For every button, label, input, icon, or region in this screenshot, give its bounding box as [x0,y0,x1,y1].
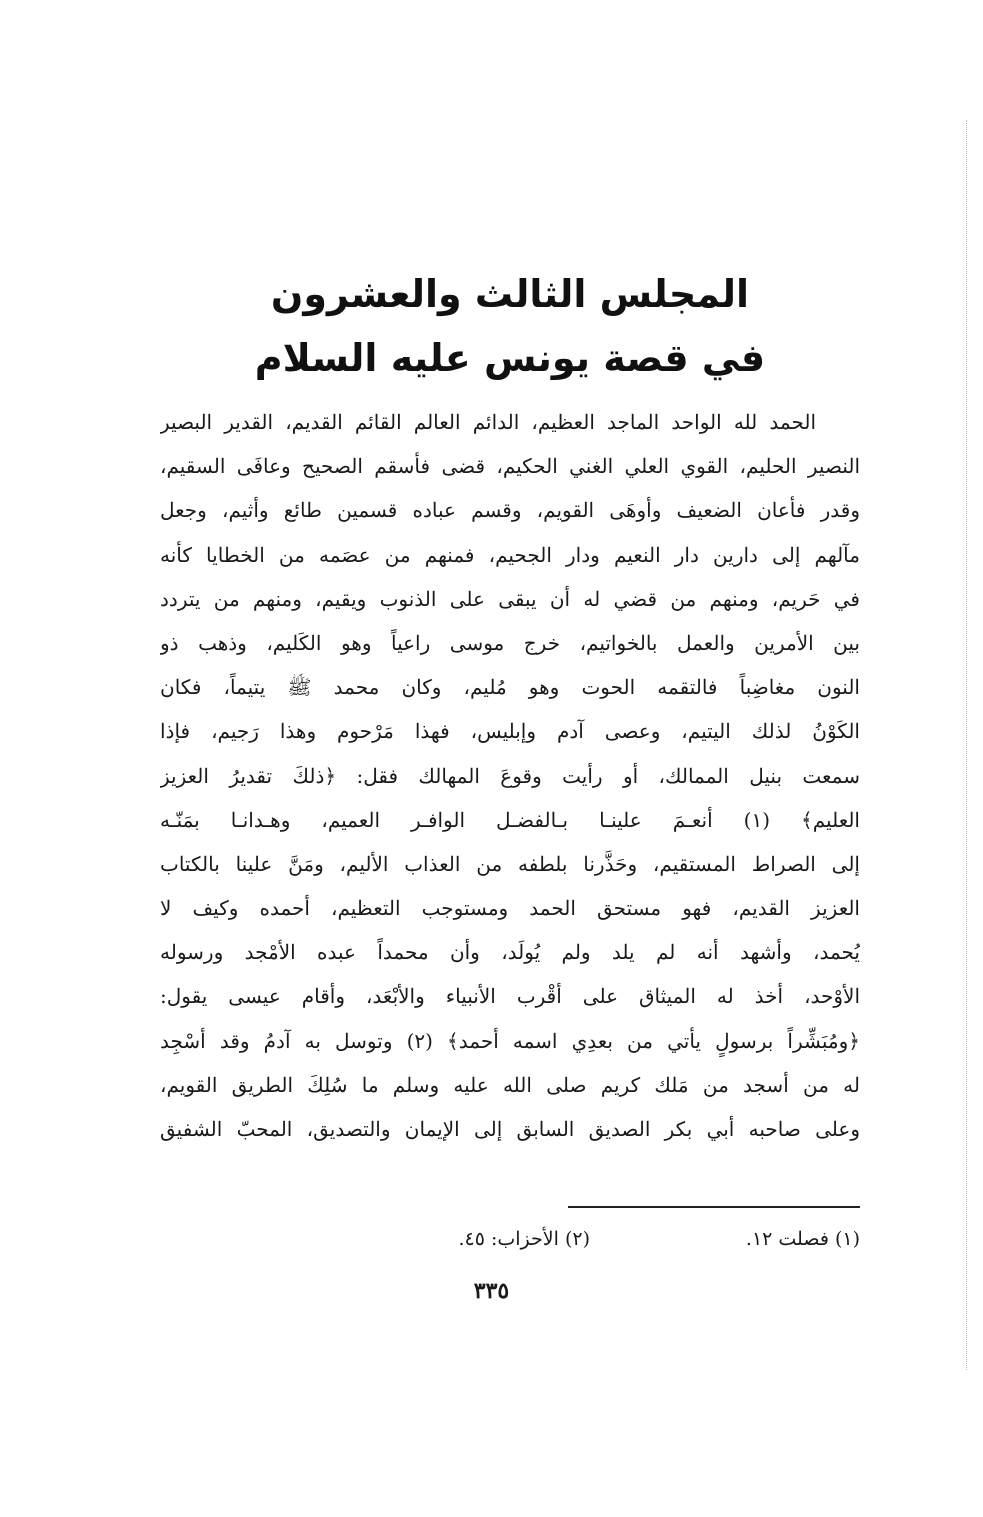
chapter-subtitle: في قصة يونس عليه السلام [254,336,766,380]
text-line: النون مغاضِباً فالتقمه الحوت وهو مُليم، وكان محمد ﷺ يتيماً، فكان [160,675,860,700]
text-line: ﴿ومُبَشِّراً برسولٍ يأتي من بعدِي اسمه أحمد﴾ (٢) وتوسل به آدمُ وقد أسْجِد [160,1028,860,1053]
text-line: الحمد لله الواحد الماجد العظيم، الدائم العالم القائم القديم، القدير البصير [160,410,816,434]
text-line: إلى الصراط المستقيم، وحَذَّرنا بلطفه من العذاب الأليم، ومَنَّ علينا بالكتاب [160,851,860,876]
text-line: العليم﴾ (١) أنعـمَ علينـا بـالفضـل الوافـر العميم، وهـدانـا بمَنّـه [160,807,860,832]
text-line: العزيز القديم، فهو مستحق الحمد ومستوجب التعظيم، أحمده وكيف لا [160,896,860,921]
text-line: الأوْحد، أخذ له الميثاق على أقْرب الأنبياء والأبْعَد، وأقام عيسى يقول: [160,984,860,1009]
page-number: ٣٣٥ [473,1278,510,1304]
text-line: الكَوْنُ لذلك اليتيم، وعصى آدم وإبليس، فهذا مَرْحوم وهذا رَجيم، فإذا [160,719,860,744]
body-paragraph [160,400,860,1151]
footnote-divider [568,1206,860,1208]
footnote-2: (٢) الأحزاب: ٤٥. [458,1228,590,1250]
chapter-heading [160,262,860,390]
footnote-1: (١) فصلت ١٢. [745,1228,860,1250]
text-line: وقدر فأعان الضعيف وأوهَى القويم، وقسم عباده قسمين طائع وأثيم، وجعل [160,498,860,523]
text-line: مآلهم إلى دارين دار النعيم ودار الجحيم، فمنهم من عصَمه من الخطايا كأنه [160,542,860,567]
text-line: النصير الحليم، القوي العلي الغني الحكيم، قضى فأسقم الصحيح وعافَى السقيم، [160,454,860,479]
text-line: يُحمد، وأشهد أنه لم يلد ولم يُولَد، وأن محمداً عبده الأمْجد ورسوله [160,940,860,965]
text-line: سمعت بنيل الممالك، أو رأيت وقوعَ المهالك فقل: ﴿ذلكَ تقديرُ العزيز [160,763,860,788]
scan-edge-line [966,120,967,1370]
chapter-title: المجلس الثالث والعشرون [270,272,750,316]
text-line: بين الأمرين والعمل بالخواتيم، خرج موسى راعياً وهو الكَليم، وذهب ذو [160,630,860,655]
text-line: له من أسجد من مَلك كريم صلى الله عليه وسلم ما سُلِكَ الطريق القويم، [160,1072,860,1097]
text-line: وعلى صاحبه أبي بكر الصديق السابق إلى الإيمان والتصديق، المحبّ الشفيق [160,1117,860,1141]
text-line: في حَريم، ومنهم من قضي له أن يبقى على الذنوب ويقيم، ومنهم من يتردد [160,586,860,611]
